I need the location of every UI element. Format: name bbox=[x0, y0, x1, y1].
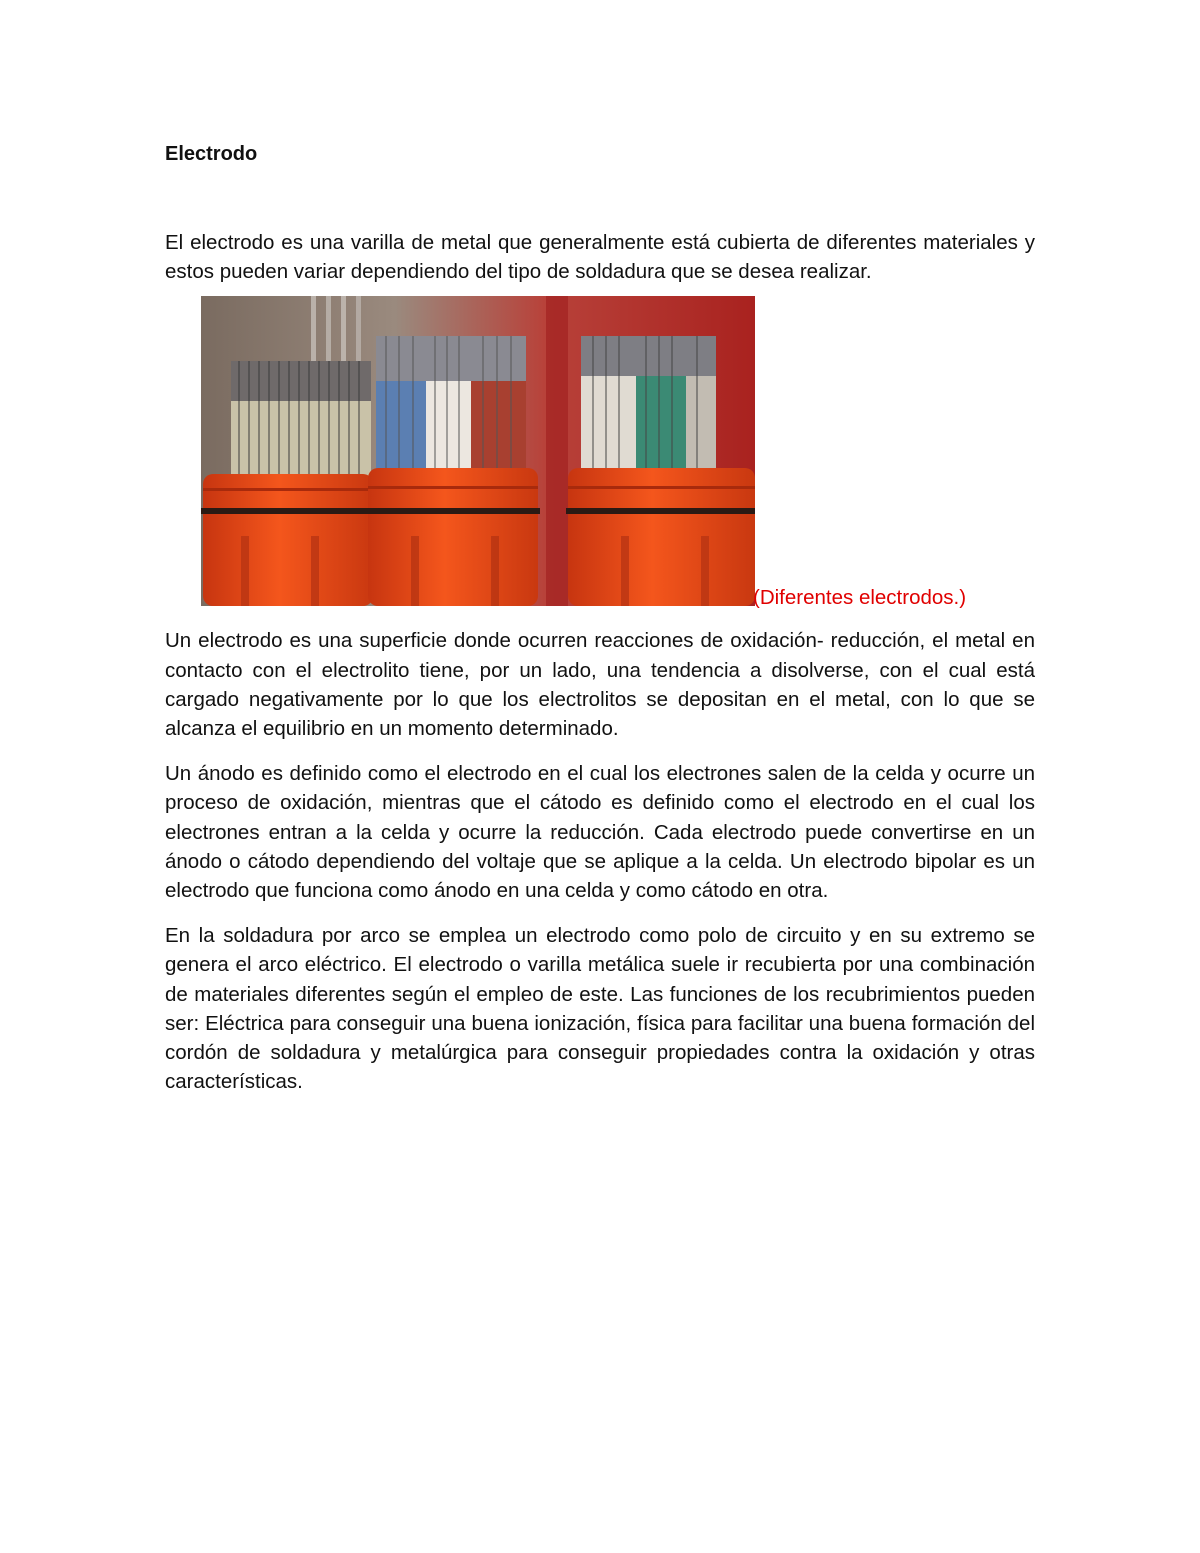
intro-paragraph: El electrodo es una varilla de metal que generalmente está cubierta de diferentes materiales y estos pueden variar dependiendo del tipo de soldadura que se desea realizar. bbox=[165, 231, 1035, 284]
document-body bbox=[165, 140, 1035, 1096]
document-title: Electrodo bbox=[165, 143, 258, 165]
electrodes-photo bbox=[201, 296, 755, 606]
figure bbox=[165, 296, 1035, 614]
paragraph-anode-cathode: Un ánodo es definido como el electrodo en el cual los electrones salen de la celda y ocurre un proceso de oxidación, mientras que el cátodo es definido como el electrodo en el cual los electrones entran a la celda y ocurre la reducción. Cada electrodo puede convertirse en un ánodo o cátodo dependiendo del voltaje que se aplique a la celda. Un electrodo bipolar es un electrodo que funciona como ánodo en una celda y como cátodo en otra. bbox=[165, 762, 1035, 903]
paragraph-arc-welding: En la soldadura por arco se emplea un electrodo como polo de circuito y en su extremo se genera el arco eléctrico. El electrodo o varilla metálica suele ir recubierta por una combinación de materiales diferentes según el empleo de este. Las funciones de los recubrimientos pueden ser: Eléctrica para conseguir una buena ionización, física para facilitar una buena formación del cordón de soldadura y metalúrgica para conseguir propiedades contra la oxidación y otras características. bbox=[165, 924, 1035, 1094]
paragraph-electrode-definition: Un electrodo es una superficie donde ocurren reacciones de oxidación- reducción, el metal en contacto con el electrolito tiene, por un lado, una tendencia a disolverse, con el cual está cargado negativamente por lo que los electrolitos se depositan en el metal, con lo que se alcanza el equilibrio en un momento determinado. bbox=[165, 629, 1035, 741]
electrodes-illustration bbox=[201, 296, 755, 606]
figure-caption: (Diferentes electrodos.) bbox=[753, 586, 967, 610]
